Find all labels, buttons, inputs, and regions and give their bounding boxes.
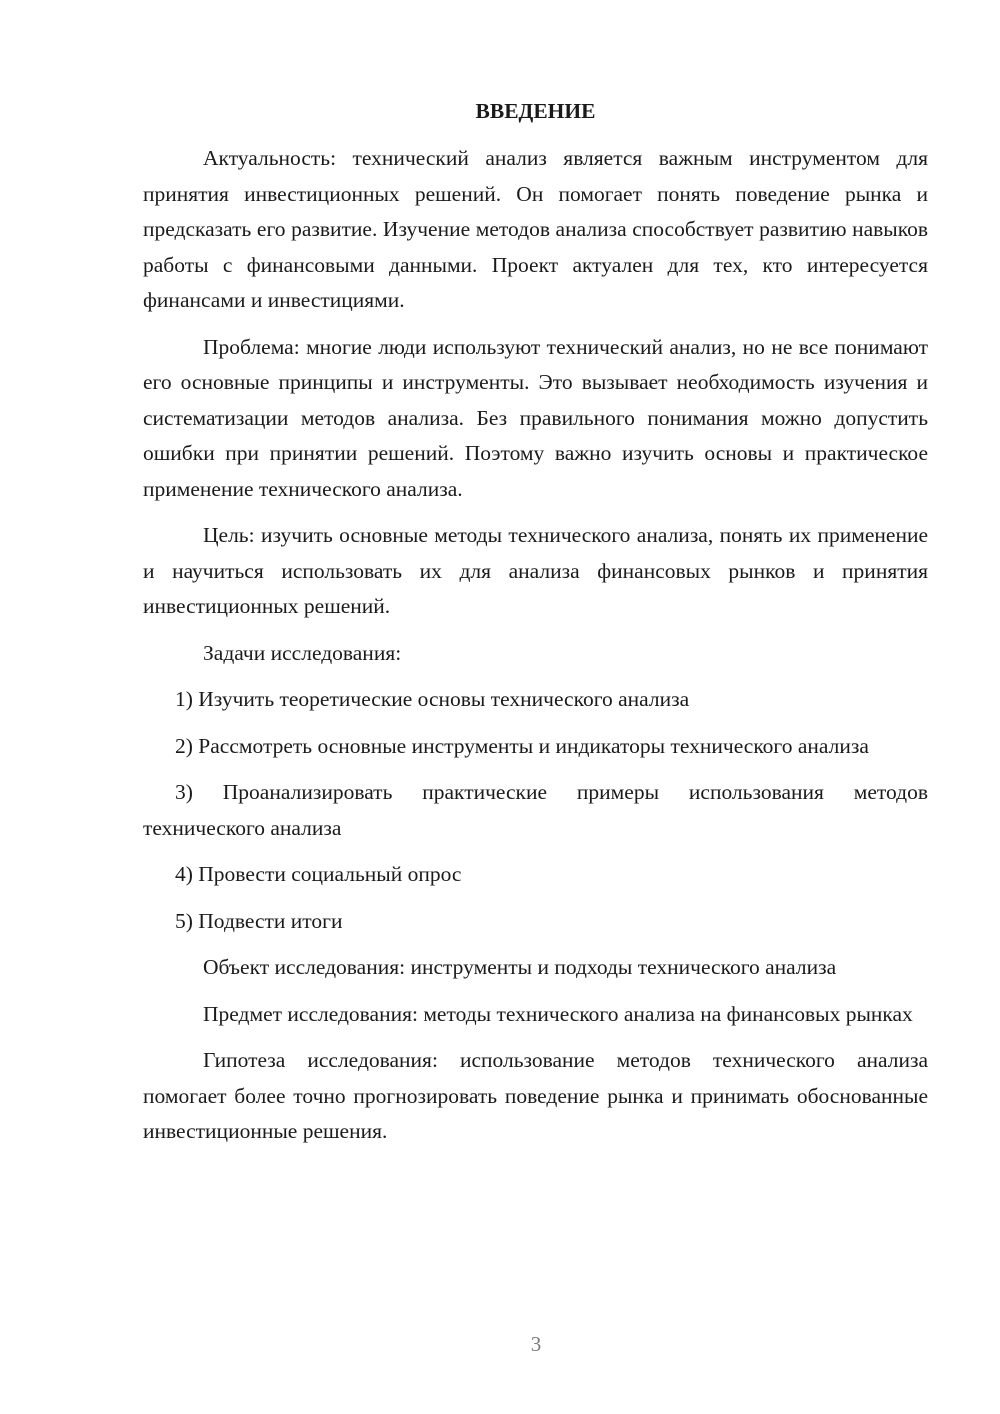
task-item: 5) Подвести итоги xyxy=(175,908,343,933)
page-title: ВВЕДЕНИЕ xyxy=(475,99,596,123)
task-item: 1) Изучить теоретические основы технического анализа xyxy=(175,687,690,711)
object-paragraph: Объект исследования: инструменты и подходы технического анализа xyxy=(203,955,837,979)
task-item: 2) Рассмотреть основные инструменты и индикаторы технического анализа xyxy=(175,733,869,758)
task-item: 3) Проанализировать практические примеры использования методов технического анализа xyxy=(143,780,928,840)
subject-paragraph: Предмет исследования: методы технического анализа на финансовых рынках xyxy=(203,1001,913,1026)
goal-paragraph: Цель: изучить основные методы технического анализа, понять их применение и научиться использовать их для анализа финансовых рынков и принятия инвестиционных решений. xyxy=(143,523,928,618)
tasks-heading: Задачи исследования: xyxy=(203,640,402,665)
relevance-paragraph: Актуальность: технический анализ является важным инструментом для принятия инвестиционных решений. Он помогает понять поведение рынка и предсказать его развитие. Изучение методов анализа способствует развитию навыков работы с финансовыми данными. Проект актуален для тех, кто интересуется финансами и инвестициями. xyxy=(143,146,928,312)
page-content xyxy=(143,94,928,1161)
task-item: 4) Провести социальный опрос xyxy=(175,862,462,886)
hypothesis-paragraph: Гипотеза исследования: использование методов технического анализа помогает более точно прогнозировать поведение рынка и принимать обоснованные инвестиционные решения. xyxy=(143,1048,928,1143)
problem-paragraph: Проблема: многие люди используют технический анализ, но не все понимают его основные принципы и инструменты. Это вызывает необходимость изучения и систематизации методов анализа. Без правильного понимания можно допустить ошибки при принятии решений. Поэтому важно изучить основы и практическое применение технического анализа. xyxy=(143,334,928,501)
page-number: 3 xyxy=(530,1332,542,1356)
